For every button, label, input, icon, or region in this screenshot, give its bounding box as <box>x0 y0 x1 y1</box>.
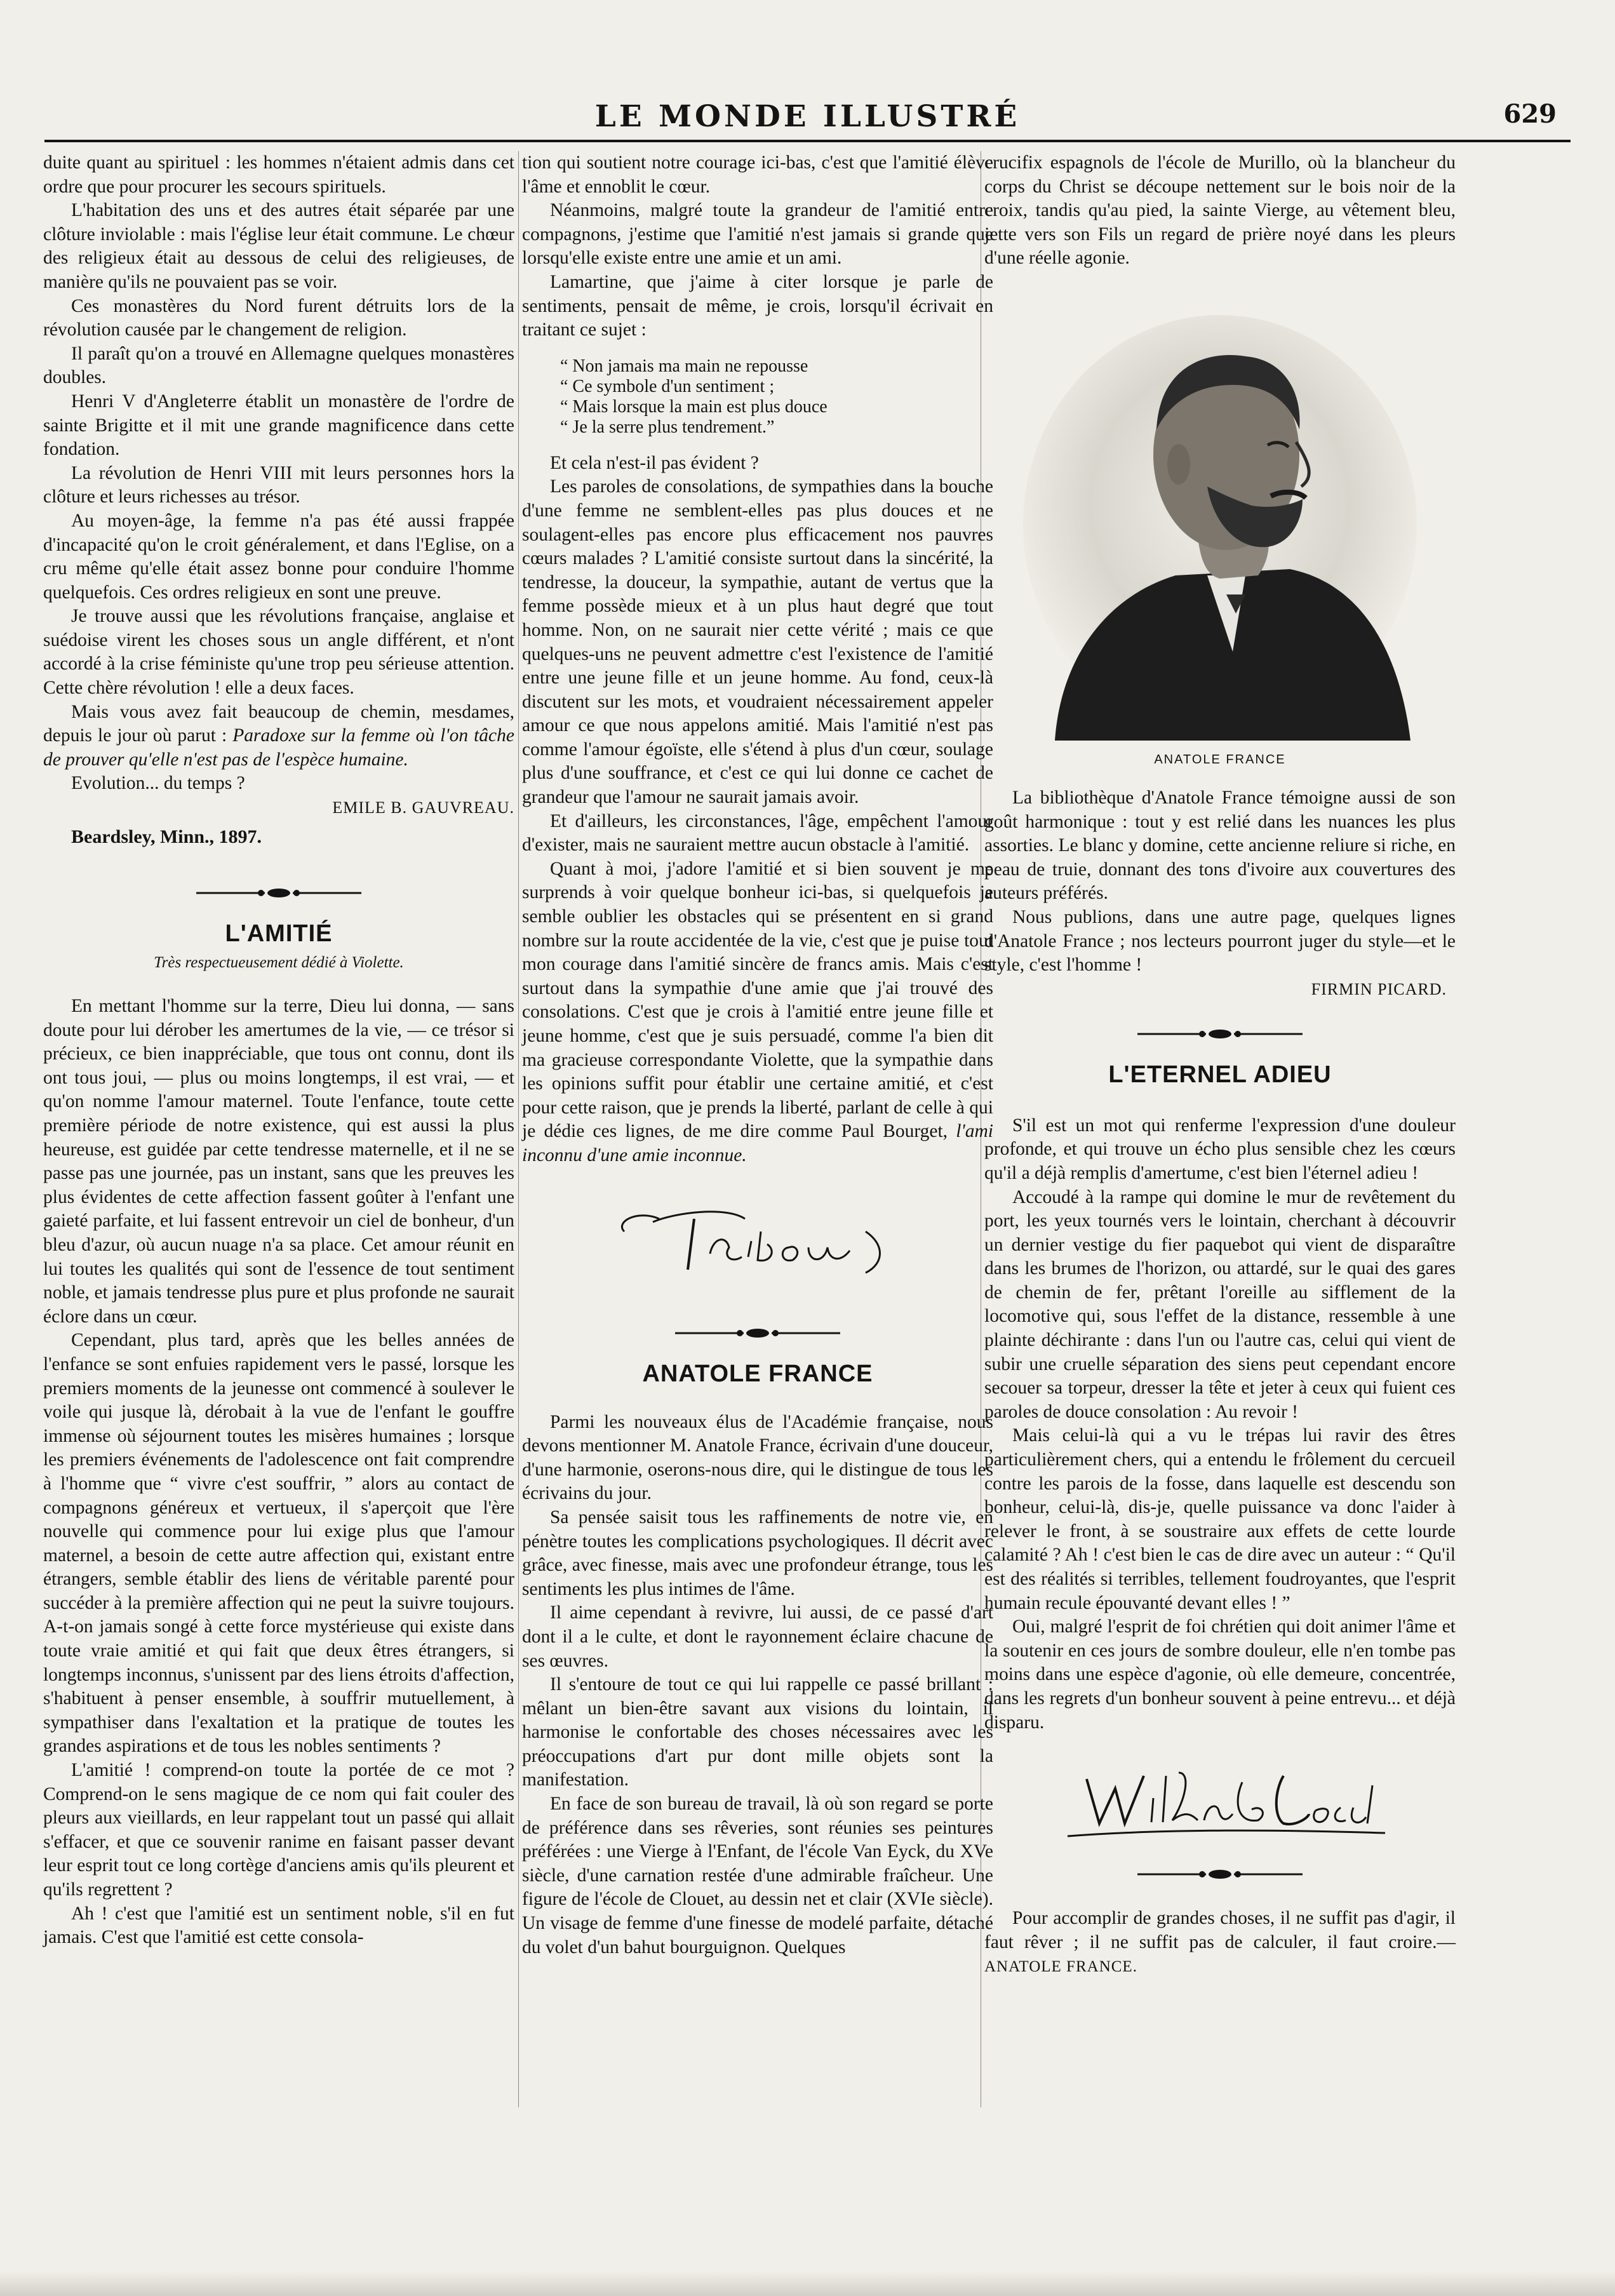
signature-ribou <box>599 1193 916 1282</box>
ornament-rule <box>662 1324 853 1343</box>
paragraph: Les paroles de consolations, de sympathies dans la bouche d'une femme ne semblent-elles pas plus douces et ne soulagent-elles pas encore plus efficacement nos pauvres cœurs malades ? L'amitié consiste surtout dans la sincérité, la tendresse, la douceur, la sympathie, autant de vertus que la femme possède mieux et à un plus haut degré que tout homme. Non, on ne saurait nier cette vérité ; mais ce que quelques-uns ne peuvent admettre c'est l'existence de l'amitié entre une jeune fille et un jeune homme. Au fond, ceux-là discutent sur les mots, et voudraient nécessairement appeler amour ce que nous appelons amitié. Mais l'amitié n'est pas comme l'amour égoïste, elle s'étend à plus d'un cœur, soulage plus d'une souffrance, et c'est ce qui lui donne ce cachet de grandeur que l'amour ne saurait jamais avoir. <box>522 476 993 808</box>
verse <box>560 356 993 438</box>
header-rule <box>44 140 1571 142</box>
paragraph: Au moyen-âge, la femme n'a pas été aussi frappée d'incapacité qu'on le croit généralement, et dans l'Eglise, on a cru même qu'elle était assez bonne pour conduire l'homme quelquefois. Ces ordres religieux en sont une preuve. <box>43 510 514 603</box>
text-run: Quant à moi, j'adore l'amitié et si bien souvent je me surprends à voir quelque bonheur ici-bas, si quelquefois je semble oublier les obstacles qui se présentent en si grand nombre sur la route accidentée de la vie, c'est que je puise tout mon courage dans l'amitié sincère de francs amis. Mais c'est surtout dans la sympathie d'une amie que j'ai trouvé des consolations. C'est que je crois à l'amitié entre jeune fille et jeune homme, c'est que je suis persuadé, comme l'a bien dit ma gracieuse correspondante Violette, que la sympathie dans les opinions suffit pour établir une certaine amitié, et c'est pour cette raison, que je prends la liberté, parlant de celle à qui je dédie ces lignes, de me dire comme Paul Bourget, <box>522 858 993 1142</box>
paragraph: La bibliothèque d'Anatole France témoigne aussi de son goût harmonique : tout y est relié dans les nuances les plus assorties. Le blanc y domine, cette ancienne reliure si riche, en peau de truie, donnant des tons d'ivoire aux couvertures des auteurs préférés. <box>984 787 1456 904</box>
verse-line: “ Non jamais ma main ne repousse <box>560 356 808 376</box>
paragraph: Sa pensée saisit tous les raffinements de notre vie, en pénètre toutes les complications psychologiques. Il décrit avec grâce, avec finesse, mais avec une profondeur étrange, tous les sentiments les plus intimes de l'âme. <box>522 1507 993 1599</box>
section-heading: L'ETERNEL ADIEU <box>1108 1061 1332 1088</box>
paragraph <box>43 701 514 772</box>
paragraph <box>522 857 993 1168</box>
paragraph: L'amitié ! comprend-on toute la portée de ce mot ? Comprend-on le sens magique de ce nom qui fait couler des pleurs aux vieillards, en leur rappelant tout un passé qui allait s'effacer, et que ce souvenir ranime en faisant passer devant leur esprit tout ce long cortège d'anciens amis qu'ils pleurent et qu'ils regrettent ? <box>43 1760 514 1900</box>
paragraph: duite quant au spirituel : les hommes n'étaient admis dans cet ordre que pour procurer les secours spirituels. <box>43 152 514 197</box>
paragraph: L'habitation des uns et des autres était séparée par une clôture inviolable : mais l'église leur était commune. Le chœur des religieux était au dessous de celui des religieuses, de manière qu'ils ne pouvaient pas se voir. <box>43 200 514 292</box>
paragraph: Et d'ailleurs, les circonstances, l'âge, empêchent l'amour d'exister, mais ne sauraient mettre aucun obstacle à l'amitié. <box>522 810 993 856</box>
paragraph: Il paraît qu'on a trouvé en Allemagne quelques monastères doubles. <box>43 343 514 388</box>
portrait-image <box>1017 296 1423 741</box>
paragraph: Cependant, plus tard, après que les belles années de l'enfance se sont enfuies rapidement vers le passé, lorsque les premiers moments de la jeunesse ont commencé à soulever le voile qui jusque là, dérobait à la vue de l'enfant le gouffre immense où séjournent toutes les misères humaines ; lorsque les premiers événements de l'adolescence ont fait comprendre à l'homme que “ vivre c'est souffrir, ” alors au contact de compagnons généreux et vertueux, il s'aperçoit que l'ère nouvelle qui commence pour lui exige plus que l'amour maternel, a besoin de cette autre affection qui, existant entre étrangers, semble établir des liens de véritable parenté pour succéder à la première affection qui ne peut la suivre toujours. A-t-on jamais songé à cette force mystérieuse qui existe dans toute vraie amitié et qui fait que deux êtres étrangers, si longtemps inconnus, s'unissent par des liens étroits d'affection, s'habituent à penser ensemble, à souffrir mutuellement, à sympathiser dans l'exaltation et la pratique de toutes les grandes aspirations et de tous les nobles sentiments ? <box>43 1330 514 1757</box>
dedication: Très respectueusement dédié à Violette. <box>154 954 404 972</box>
portrait-caption: ANATOLE FRANCE <box>1154 752 1286 767</box>
paragraph: Evolution... du temps ? <box>71 773 245 794</box>
quote-text: Pour accomplir de grandes choses, il ne suffit pas d'agir, il faut rêver ; il ne suffit pas de calculer, il faut croire.— <box>984 1908 1456 1952</box>
paragraph: Nous publions, dans une autre page, quelques lignes d'Anatole France ; nos lecteurs pourront juger du style—et le style, c'est l'homme ! <box>984 906 1456 976</box>
column-1 <box>43 151 514 1950</box>
quote-author: ANATOLE FRANCE. <box>984 1958 1137 1976</box>
section-heading: ANATOLE FRANCE <box>642 1360 873 1387</box>
signature-wilfrid-locat <box>1042 1754 1398 1849</box>
paragraph: Parmi les nouveaux élus de l'Académie française, nous devons mentionner M. Anatole France, écrivain d'une douceur, d'une harmonie, oserons-nous dire, qui le distingue de tous les écrivains du jour. <box>522 1411 993 1504</box>
portrait-figure <box>1017 296 1423 744</box>
scan-edge <box>0 2271 1615 2296</box>
paragraph: Henri V d'Angleterre établit un monastère de l'ordre de sainte Brigitte et il mit une grande magnificence dans cette fondation. <box>43 391 514 460</box>
page-number: 629 <box>1503 99 1557 129</box>
text-run: Mais vous avez fait beaucoup de chemin, mesdames, depuis le jour où parut : <box>43 701 514 746</box>
ornament-rule <box>184 883 374 903</box>
column-rule <box>518 151 519 2107</box>
dateline: Beardsley, Minn., 1897. <box>71 826 262 848</box>
italic-quote: l'ami inconnu d'une amie inconnue. <box>522 1121 993 1165</box>
paragraph: crucifix espagnols de l'école de Murillo, où la blancheur du corps du Christ se découpe nettement sur le bois noir de la croix, tandis qu'au pied, la sainte Vierge, au vêtement bleu, jette vers son Fils un regard de prière noyé dans les pleurs d'une réelle agonie. <box>984 152 1456 269</box>
handwritten-signature <box>984 1754 1456 1852</box>
paragraph: Mais celui-là qui a vu le trépas lui ravir des êtres particulièrement chers, qui a entendu le frôlement du cercueil contre les parois de la fosse, dans laquelle est descendu son bonheur, celui-là, dis-je, quelle puissance va donc l'aider à relever le front, à se soustraire aux effets de cette lourde calamité ? Ah ! c'est bien le cas de dire avec un auteur : “ Qu'il est des réalités si terribles, tellement foudroyantes, que l'esprit humain recule épouvanté devant elles ! ” <box>984 1425 1456 1613</box>
paragraph: Oui, malgré l'esprit de foi chrétien qui doit animer l'âme et la soutenir en ces jours de sombre douleur, elle n'en tombe pas moins dans une espèce d'agonie, où elle demeure, concentrée, dans les regrets d'un bonheur souvent à peine entrevu... et déjà disparu. <box>984 1616 1456 1733</box>
masthead-title: LE MONDE ILLUSTRÉ <box>594 99 1021 134</box>
ornament-rule <box>1125 1024 1315 1044</box>
paragraph: Accoudé à la rampe qui domine le mur de revêtement du port, les yeux tournés vers le lointain, cherchant à découvrir un dernier vestige du fier paquebot qui vient de disparaître dans les brumes de l'horizon, ou attardé, sur le quai des gares de chemin de fer, prêtant l'oreille au sifflement de la locomotive qui, sous l'effet de la distance, ressemble à une plainte déchirante : dans l'un ou l'autre cas, celui qui vient de subir une cruelle séparation des siens peut cependant encore secouer sa torpeur, dresser la tête et jeter à ceux qui fuient ces paroles de douce consolation : Au revoir ! <box>984 1186 1456 1422</box>
paragraph: Et cela n'est-il pas évident ? <box>550 452 759 473</box>
paragraph: tion qui soutient notre courage ici-bas, c'est que l'amitié élève l'âme et ennoblit le cœur. <box>522 152 993 197</box>
column-3 <box>984 151 1456 1979</box>
handwritten-signature <box>522 1193 993 1286</box>
running-head <box>44 94 1571 140</box>
verse-line: “ Ce symbole d'un sentiment ; <box>560 376 775 396</box>
verse-line: “ Mais lorsque la main est plus douce <box>560 396 828 417</box>
paragraph: S'il est un mot qui renferme l'expression d'une douleur profonde, et qui trouve un écho plus sensible chez les cœurs qu'il a déjà remplis d'amertume, c'est bien l'éternel adieu ! <box>984 1115 1456 1183</box>
author-signature: EMILE B. GAUVREAU. <box>332 798 514 817</box>
paragraph: Lamartine, que j'aime à citer lorsque je parle de sentiments, pensait de même, je crois, lorsqu'il écrivait en traitant ce sujet : <box>522 271 993 340</box>
column-2 <box>522 151 993 1959</box>
italic-title: Paradoxe sur la femme où l'on tâche de prouver qu'elle n'est pas de l'espèce humaine. <box>43 725 514 770</box>
paragraph: En face de son bureau de travail, là où son regard se porte de préférence dans ses rêveries, sont réunies ses peintures préférées : une Vierge à l'Enfant, de l'école Van Eyck, du XVe siècle, d'une carnation restée d'une admirable fraîcheur. Une figure de l'école de Clouet, au dessin net et clair (XVIe siècle). Un visage de femme d'une finesse de modelé parfaite, détaché du volet d'un bahut bourguignon. Quelques <box>522 1794 993 1957</box>
paragraph: La révolution de Henri VIII mit leurs personnes hors la clôture et leurs richesses au trésor. <box>43 462 514 507</box>
ornament-rule <box>1125 1865 1315 1884</box>
paragraph: Je trouve aussi que les révolutions française, anglaise et suédoise virent les choses sous un angle différent, et n'ont accordé à la crise féministe qu'une trop peu sérieuse attention. Cette chère révolution ! elle a deux faces. <box>43 606 514 699</box>
paragraph: Néanmoins, malgré toute la grandeur de l'amitié entre compagnons, j'estime que l'amitié n'est jamais si grande que lorsqu'elle existe entre une amie et un ami. <box>522 200 993 269</box>
quote-paragraph <box>984 1907 1456 1979</box>
paragraph: Ah ! c'est que l'amitié est un sentiment noble, s'il en fut jamais. C'est que l'amitié est cette consola- <box>43 1903 514 1948</box>
paragraph: Ces monastères du Nord furent détruits lors de la révolution causée par le changement de religion. <box>43 295 514 340</box>
section-heading: L'AMITIÉ <box>225 920 333 948</box>
verse-line: “ Je la serre plus tendrement.” <box>560 417 775 437</box>
paragraph: En mettant l'homme sur la terre, Dieu lui donna, — sans doute pour lui dérober les amertumes de la vie, — ce trésor si précieux, ce bien inappréciable, que tous ont connu, dont ils ont tous joui, — plus ou moins longtemps, il est vrai, — et qu'on nomme l'amour maternel. Toute l'enfance, toute cette première période de notre existence, qui est aussi la plus heureuse, est guidée par cette tendresse maternelle, et il ne se passe pas une journée, pas un instant, sans que les preuves les plus évidentes de cette affection fassent goûter à l'enfant une gaieté parfaite, et lui fassent entrevoir un ciel de bonheur, d'un bleu d'azur, où aucun nuage n'a sa place. Cet amour réunit en lui toutes les qualités qui sont de l'essence de tout sentiment noble, et jamais tendresse plus pure et plus profonde ne saurait éclore dans un cœur. <box>43 996 514 1327</box>
paragraph: Il aime cependant à revivre, lui aussi, de ce passé d'art dont il a le culte, et dont le rayonnement éclaire chacune de ses œuvres. <box>522 1602 993 1671</box>
paragraph: Il s'entoure de tout ce qui lui rappelle ce passé brillant : mêlant un bien-être savant aux visions du lointain, il harmonise le confortable des choses nécessaires avec les préoccupations d'art pur dont mille objets sont la manifestation. <box>522 1674 993 1790</box>
author-signature: FIRMIN PICARD. <box>1311 979 1447 998</box>
